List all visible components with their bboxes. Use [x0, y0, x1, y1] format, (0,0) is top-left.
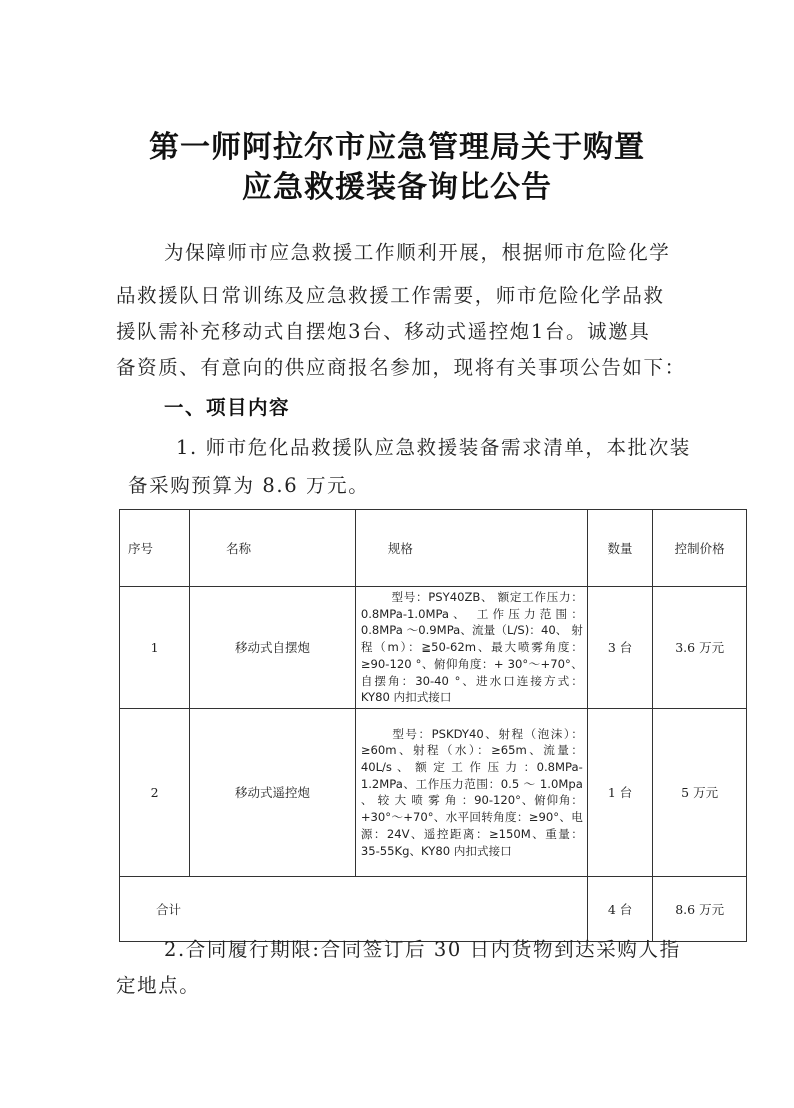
row2-spec: 型号：PSKDY40、射程（泡沫）：≥60m、射程（水）：≥65m、流量：40L/s 、 额 定 工 作 压 力 ：0.8MPa-1.2MPa、工作压力范围：0.5 ～ 1.0Mpa 、 较 大 喷 雾 角 ：90-120°、俯仰角：+30°～+70°、水平回转角度：≥90°、电源：24V、遥控距离：≥150M、重量：35-55Kg、KY80 内扣式接口 [360, 726, 583, 858]
table-row [120, 587, 747, 709]
header-name: 名称 [190, 510, 356, 587]
row1-spec-cell [355, 587, 587, 709]
header-spec: 规格 [355, 510, 587, 587]
row1-name: 移动式自摆炮 [190, 587, 356, 709]
row2-seq: 2 [120, 708, 190, 876]
table-total-row [120, 876, 747, 941]
item1-line2: 备采购预算为 8.6 万元。 [128, 474, 370, 497]
total-label: 合计 [120, 876, 588, 941]
row2-spec-cell [355, 708, 587, 876]
total-price: 8.6 万元 [653, 876, 747, 941]
section-heading-project-content: 一、项目内容 [164, 396, 291, 419]
total-qty: 4 台 [587, 876, 652, 941]
intro-paragraph-line1: 为保障师市应急救援工作顺利开展，根据师市危险化学 [164, 241, 671, 264]
row2-price: 5 万元 [653, 708, 747, 876]
row1-seq: 1 [120, 587, 190, 709]
equipment-requirements-table [119, 509, 747, 942]
table-row [120, 708, 747, 876]
row2-name: 移动式遥控炮 [190, 708, 356, 876]
item2-line2: 定地点。 [116, 974, 201, 997]
item2-line1: 2.合同履行期限:合同签订后 30 日内货物到达采购人指 [164, 938, 681, 961]
header-price: 控制价格 [653, 510, 747, 587]
row1-qty: 3 台 [587, 587, 652, 709]
intro-paragraph-line4: 备资质、有意向的供应商报名参加，现将有关事项公告如下： [116, 356, 686, 379]
header-qty: 数量 [587, 510, 652, 587]
intro-paragraph-line3: 援队需补充移动式自摆炮3台、移动式遥控炮1台。诚邀具 [116, 320, 651, 343]
header-seq: 序号 [120, 510, 190, 587]
row1-spec: 型号：PSY40ZB、 额定工作压力：0.8MPa-1.0MPa、 工作压力范围：0.8MPa ～0.9MPa、流量（L/S)：40、 射程（m）：≧50-62m、最大喷雾角度：≥90-120 °、俯仰角度：+ 30°～+70°、自摆角：30-40 °、进水口连接方式：KY80 内扣式接口 [360, 590, 583, 705]
item1-line1: 1. 师市危化品救援队应急救援装备需求清单，本批次装 [176, 436, 691, 459]
table-header-row [120, 510, 747, 587]
intro-paragraph-line2: 品救援队日常训练及应急救援工作需要，师市危险化学品救 [116, 284, 665, 307]
document-title-line2: 应急救援装备询比公告 [242, 170, 552, 205]
row2-qty: 1 台 [587, 708, 652, 876]
document-title-line1: 第一师阿拉尔市应急管理局关于购置 [149, 130, 645, 165]
row1-price: 3.6 万元 [653, 587, 747, 709]
